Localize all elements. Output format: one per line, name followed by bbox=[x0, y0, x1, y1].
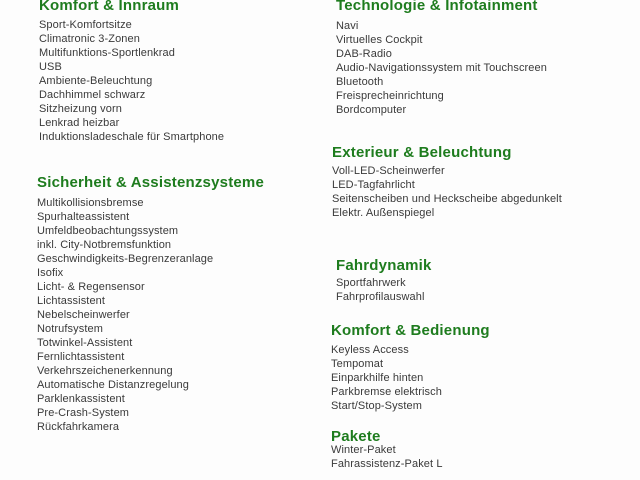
feature-item: Virtuelles Cockpit bbox=[336, 34, 423, 46]
feature-item: Keyless Access bbox=[331, 344, 409, 356]
feature-item: Seitenscheiben und Heckscheibe abgedunkelt bbox=[332, 193, 562, 205]
section-title: Komfort & Innraum bbox=[39, 0, 180, 14]
section-title: Sicherheit & Assistenzsysteme bbox=[37, 174, 265, 191]
section-items bbox=[332, 164, 562, 220]
feature-item: Spurhalteassistent bbox=[37, 211, 130, 223]
feature-item: Freisprecheinrichtung bbox=[336, 90, 444, 102]
feature-item: Geschwindigkeits-Begrenzeranlage bbox=[37, 253, 214, 265]
section-items bbox=[336, 19, 547, 117]
section-fahrdynamik bbox=[336, 257, 432, 304]
feature-item: Multikollisionsbremse bbox=[37, 197, 144, 209]
feature-item: Umfeldbeobachtungssystem bbox=[37, 225, 179, 237]
feature-item: Navi bbox=[336, 20, 359, 32]
feature-item: Automatische Distanzregelung bbox=[37, 379, 189, 391]
feature-item: Sitzheizung vorn bbox=[39, 103, 122, 115]
feature-item: Pre-Crash-System bbox=[37, 407, 130, 419]
feature-item: Winter-Paket bbox=[331, 444, 396, 456]
feature-item: Parkbremse elektrisch bbox=[331, 386, 442, 398]
section-pakete bbox=[331, 428, 443, 471]
feature-item: Totwinkel-Assistent bbox=[37, 337, 133, 349]
section-komfort-bedienung bbox=[331, 322, 490, 413]
section-title: Fahrdynamik bbox=[336, 257, 432, 274]
section-items bbox=[336, 276, 432, 304]
feature-item: Verkehrszeichenerkennung bbox=[37, 365, 173, 377]
section-items bbox=[331, 443, 443, 471]
section-title: Technologie & Infotainment bbox=[336, 0, 538, 14]
section-technologie-infotainment bbox=[336, 0, 547, 117]
feature-item: Licht- & Regensensor bbox=[37, 281, 145, 293]
feature-item: Lenkrad heizbar bbox=[39, 117, 120, 129]
feature-item: Dachhimmel schwarz bbox=[39, 89, 146, 101]
feature-item: Bluetooth bbox=[336, 76, 384, 88]
feature-item: Parklenkassistent bbox=[37, 393, 125, 405]
feature-item: Voll-LED-Scheinwerfer bbox=[332, 165, 445, 177]
feature-item: Multifunktions-Sportlenkrad bbox=[39, 47, 175, 59]
feature-item: inkl. City-Notbremsfunktion bbox=[37, 239, 172, 251]
feature-item: Audio-Navigationssystem mit Touchscreen bbox=[336, 62, 547, 74]
section-sicherheit-assistenzsysteme bbox=[37, 174, 264, 434]
section-items bbox=[331, 343, 490, 413]
section-title: Exterieur & Beleuchtung bbox=[332, 144, 512, 161]
feature-item: Einparkhilfe hinten bbox=[331, 372, 424, 384]
feature-item: Induktionsladeschale für Smartphone bbox=[39, 131, 225, 143]
feature-item: Rückfahrkamera bbox=[37, 421, 120, 433]
feature-item: DAB-Radio bbox=[336, 48, 392, 60]
section-title: Pakete bbox=[331, 428, 381, 445]
feature-item: Ambiente-Beleuchtung bbox=[39, 75, 153, 87]
section-title: Komfort & Bedienung bbox=[331, 322, 490, 339]
feature-item: Sportfahrwerk bbox=[336, 277, 406, 289]
section-items bbox=[37, 196, 264, 434]
feature-item: Notrufsystem bbox=[37, 323, 103, 335]
section-exterieur-beleuchtung bbox=[332, 144, 562, 220]
feature-item: Nebelscheinwerfer bbox=[37, 309, 130, 321]
feature-item: LED-Tagfahrlicht bbox=[332, 179, 415, 191]
feature-item: Fahrassistenz-Paket L bbox=[331, 458, 443, 470]
feature-item: Fernlichtassistent bbox=[37, 351, 125, 363]
feature-item: USB bbox=[39, 61, 62, 73]
feature-item: Elektr. Außenspiegel bbox=[332, 207, 435, 219]
feature-item: Fahrprofilauswahl bbox=[336, 291, 425, 303]
feature-item: Start/Stop-System bbox=[331, 400, 422, 412]
feature-item: Isofix bbox=[37, 267, 64, 279]
feature-item: Climatronic 3-Zonen bbox=[39, 33, 140, 45]
feature-item: Lichtassistent bbox=[37, 295, 106, 307]
section-items bbox=[39, 18, 224, 144]
feature-item: Sport-Komfortsitze bbox=[39, 19, 132, 31]
feature-item: Tempomat bbox=[331, 358, 384, 370]
feature-item: Bordcomputer bbox=[336, 104, 407, 116]
section-komfort-innraum bbox=[39, 0, 224, 144]
